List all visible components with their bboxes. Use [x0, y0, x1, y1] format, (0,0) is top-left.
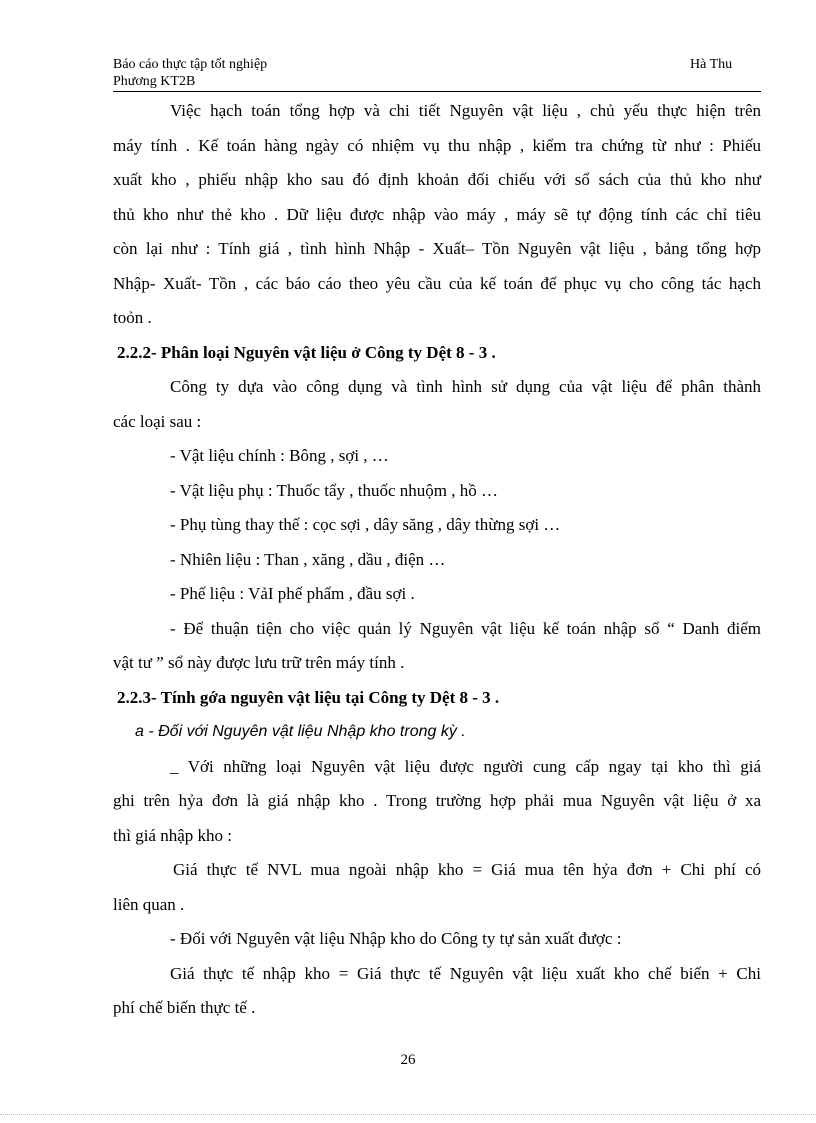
paragraph-line: phí chế biến thực tế . — [113, 998, 256, 1017]
section-heading-2-2-2: 2.2.2- Phân loại Nguyên vật liệu ở Công ty Dệt 8 - 3 . — [117, 342, 496, 362]
page-bottom-divider — [0, 1114, 816, 1115]
header-rule — [113, 91, 761, 92]
paragraph-line: xuất kho , phiếu nhập kho sau đó định khoản đối chiếu với sổ sách của thủ kho như — [113, 170, 761, 189]
page-content — [113, 94, 761, 1026]
page-number: 26 — [400, 1052, 416, 1068]
paragraph-line: liên quan . — [113, 894, 185, 914]
paragraph-line: toỏn . — [113, 308, 152, 327]
list-item: - Phụ tùng thay thế : cọc sợi , dây săng , dây thừng sợi … — [170, 515, 561, 534]
paragraph-line: _ Với những loại Nguyên vật liệu được người cung cấp ngay tại kho thì giá — [170, 756, 761, 776]
list-item: - Vật liệu chính : Bông , sợi , … — [170, 446, 389, 465]
paragraph-line: vật tư ” sổ này được lưu trữ trên máy tính . — [113, 653, 405, 672]
paragraph-line: Nhập- Xuất- Tồn , các báo cáo theo yêu cầu của kế toán để phục vụ cho công tác hạch — [113, 273, 761, 293]
header-left — [113, 56, 267, 90]
list-item: - Phế liệu : VảI phế phẩm , đầu sợi . — [170, 584, 415, 603]
subsection-heading-a: a - Đối với Nguyên vật liệu Nhập kho trong kỳ . — [135, 723, 466, 740]
paragraph-line: - Để thuận tiện cho việc quản lý Nguyên vật liệu kế toán nhập sổ “ Danh điểm — [170, 618, 761, 638]
author-name: Hà Thu — [690, 57, 733, 72]
list-item: - Vật liệu phụ : Thuốc tẩy , thuốc nhuộm , hồ … — [170, 480, 498, 500]
section-heading-2-2-3: 2.2.3- Tính gớa nguyên vật liệu tại Công ty Dệt 8 - 3 . — [117, 687, 500, 707]
author-class: Phương KT2B — [113, 74, 196, 89]
paragraph-line: Việc hạch toán tổng hợp và chi tiết Nguyên vật liệu , chủ yếu thực hiện trên — [170, 101, 761, 120]
list-item: - Đối với Nguyên vật liệu Nhập kho do Công ty tự sản xuất được : — [170, 929, 622, 948]
paragraph-line: Công ty dựa vào công dụng và tình hình sử dụng của vật liệu để phân thành — [170, 377, 761, 396]
paragraph-line: ghi trên hỷa đơn là giá nhập kho . Trong trường hợp phải mua Nguyên vật liệu ở xa — [113, 791, 761, 810]
formula-line: Giá thực tế nhập kho = Giá thực tế Nguyên vật liệu xuất kho chế biến + Chi — [170, 963, 761, 983]
list-item: - Nhiên liệu : Than , xăng , dầu , điện … — [170, 549, 446, 569]
paragraph-line: thủ kho như thẻ kho . Dữ liệu được nhập vào máy , máy sẽ tự động tính các chỉ tiêu — [113, 204, 761, 224]
report-title: Báo cáo thực tập tốt nghiệp — [113, 57, 268, 72]
paragraph-line: còn lại như : Tính giá , tình hình Nhập - Xuất– Tồn Nguyên vật liệu , bảng tổng hợp — [113, 239, 761, 258]
paragraph-line: thì giá nhập kho : — [113, 825, 232, 845]
paragraph-line: các loại sau : — [113, 411, 202, 431]
paragraph-line: máy tính . Kế toán hàng ngày có nhiệm vụ thu nhập , kiểm tra chứng từ như : Phiếu — [113, 135, 761, 155]
formula-line: Giá thực tế NVL mua ngoài nhập kho = Giá mua tên hỷa đơn + Chi phí có — [173, 860, 761, 879]
